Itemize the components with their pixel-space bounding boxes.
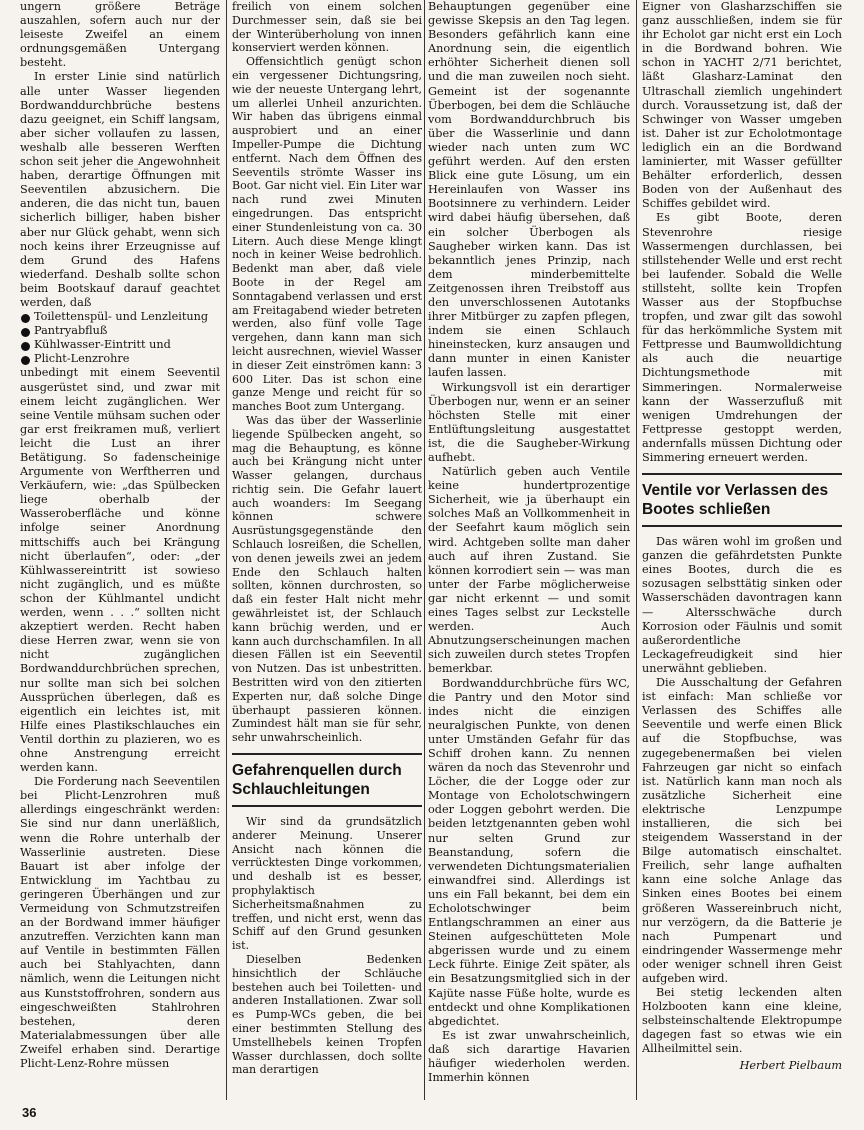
author-name: Herbert Pielbaum xyxy=(739,1058,842,1072)
paragraph: Behauptungen gegenüber eine gewisse Skepsis an den Tag legen. Besonders gefährlich kann eine Anordnung sein, die eigentlich erhöhter Sicherheit dienen soll und die man zuweilen noch sieht. Gemeint ist der sogenannte Überbogen, bei dem die Schläuche vom Bordwanddurchbruch bis über die Wasserlinie und dann wieder nach unten zum WC geführt werden. Auf den ersten Blick eine gute Lösung, um ein Hereinlaufen von Wasser ins Bootsinnere zu verhindern. Leider wird dabei häufig übersehen, daß ein solcher Überbogen als Saugheber wirken kann. Das ist bekanntlich jenes Prinzip, nach dem minderbemittelte Zeitgenossen ihren Treibstoff aus den unverschlossenen Autotanks ihrer Mitbürger zu zapfen pflegen, indem sie einen Schlauch hineinstecken, kurz ansaugen und dann munter in einen Kanister laufen lassen. xyxy=(428,0,630,380)
paragraph: Eigner von Glasharzschiffen sie ganz ausschließen, indem sie für ihr Echolot gar nicht erst ein Loch in die Bordwand bohren. Wie schon in YACHT 2/71 berichtet, läßt Glasharz-Laminat den Ultraschall ziemlich ungehindert durch. Voraussetzung ist, daß der Schwinger von Wasser umgeben ist. Daher ist zur Echolotmontage lediglich ein an die Bordwand laminierter, mit Wasser gefüllter Behälter erforderlich, dessen Boden von der Außenhaut des Schiffes gebildet wird. xyxy=(642,0,842,211)
list-item: Kühlwasser-Eintritt und xyxy=(20,338,220,352)
paragraph: In erster Linie sind natürlich alle unter Wasser liegenden Bordwanddurchbrüche bestens dazu geeignet, ein Schiff langsam, aber sicher vollaufen zu lassen, weshalb alle besseren Werften schon seit jeher die Angewohnheit haben, derartige Öffnungen mit Seeventilen abzusichern. Die anderen, die das nicht tun, bauen sicherlich billiger, haben bisher aber nur Glück gehabt, wenn sich noch keins ihrer Erzeugnisse auf dem Grund des Hafens wiederfand. Deshalb sollte schon beim Bootskauf darauf geachtet werden, daß xyxy=(20,70,220,309)
column-divider xyxy=(226,0,227,1100)
paragraph: Die Ausschaltung der Gefahren ist einfach: Man schließe vor Verlassen des Schiffes alle Seeventile und werfe einen Blick auf die Stopfbuchse, was zugegebenermaßen bei vielen Fahrzeugen gar nicht so einfach ist. Natürlich kann man noch als zusätzliche Sicherheit eine elektrische Lenzpumpe installieren, die sich bei steigendem Wasserstand in der Bilge automatisch einschaltet. Freilich, sehr lange aufhalten kann eine solche Anlage das Sinken eines Bootes bei einem größeren Wassereinbruch nicht, nur verzögern, da die Batterie je nach Pumpenart und eindringender Wassermenge mehr oder weniger schnell ihren Geist aufgeben wird. xyxy=(642,676,842,985)
paragraph: Dieselben Bedenken hinsichtlich der Schläuche bestehen auch bei Toiletten- und anderen Installationen. Zwar soll es Pump-WCs geben, die bei einer bestimmten Stellung des Umstellhebels keinen Tropfen Wasser durchlassen, doch sollte man derartigen xyxy=(232,953,422,1077)
section-heading: Gefahrenquellen durch Schlauchleitungen xyxy=(232,753,422,807)
column-1 xyxy=(20,0,220,1100)
paragraph: Offensichtlich genügt schon ein vergessener Dichtungsring, wie der neueste Untergang lehrt, um allerlei Unheil anzurichten. Wir haben das übrigens einmal ausprobiert und an einer Impeller-Pumpe die Dichtung entfernt. Nach dem Öffnen des Seeventils strömte Wasser ins Boot. Gar nicht viel. Ein Liter war nach rund zwei Minuten eingedrungen. Das entspricht einer Stundenleistung von ca. 30 Litern. Auch diese Menge klingt noch in keiner Weise bedrohlich. Bedenkt man aber, daß viele Boote in der Regel am Sonntagabend verlassen und erst am Freitagabend wieder betreten werden, also fünf volle Tage vergehen, dann kann man sich leicht ausrechnen, wieviel Wasser in dieser Zeit einströmen kann: 3 600 Liter. Das ist schon eine ganze Menge und reicht für so manches Boot zum Untergang. xyxy=(232,55,422,414)
column-4 xyxy=(642,0,842,1100)
paragraph: Es gibt Boote, deren Stevenrohre riesige Wassermengen durchlassen, bei stillstehender Welle und erst recht bei laufender. Sobald die Welle stillsteht, sollte kein Tropfen Wasser aus der Stopfbuchse tropfen, und zwar gilt das sowohl für das herkömmliche System mit Fettpresse und Baumwolldichtung als auch die neuartige Dichtungsmethode mit Simmeringen. Normalerweise kann der Wasserzufluß mit wenigen Umdrehungen der Fettpresse gestoppt werden, andernfalls müssen Dichtung oder Simmering erneuert werden. xyxy=(642,211,842,464)
column-2 xyxy=(232,0,422,1100)
paragraph: Bordwanddurchbrüche fürs WC, die Pantry und den Motor sind indes nicht die einzigen neuralgischen Punkte, von denen unter Umständen Gefahr für das Schiff drohen kann. Zu nennen wären da noch das Stevenrohr und Löcher, die der Logge oder zur Montage von Echolotschwingern oder Loggen gebohrt werden. Die beiden letztgenannten geben wohl nur selten Grund zur Beanstandung, sofern die verwendeten Dichtungsmaterialien einwandfrei sind. Allerdings ist uns ein Fall bekannt, bei dem ein Echolotschwinger beim Entlangschrammen an einer aus Steinen aufgeschütteten Mole abgerissen wurde und zu einem Leck führte. Einige Zeit später, als ein Besatzungsmitglied sich in der Kajüte nasse Füße holte, wurde es entdeckt und ohne Komplikationen abgedichtet. xyxy=(428,676,630,1028)
paragraph: Bei stetig leckenden alten Holzbooten kann eine kleine, selbsteinschaltende Elektropumpe dagegen fast so etwas wie ein Allheilmittel sein. xyxy=(642,986,842,1056)
paragraph: Wirkungsvoll ist ein derartiger Überbogen nur, wenn er an seiner höchsten Stelle mit einer Entlüftungsleitung ausgestattet ist, die die Saugheber-Wirkung aufhebt. xyxy=(428,380,630,464)
paragraph: Natürlich geben auch Ventile keine hundertprozentige Sicherheit, wie ja überhaupt ein solches Maß an Vollkommenheit in der Seefahrt kaum möglich sein wird. Achtgeben sollte man daher auch auf ihren Zustand. Sie können korrodiert sein — was man unter der Farbe möglicherweise gar nicht erkennt — und somit eines Tages selbst zur Leckstelle werden. Auch Abnutzungserscheinungen machen sich zuweilen durch stetes Tropfen bemerkbar. xyxy=(428,465,630,676)
paragraph: Es ist zwar unwahrscheinlich, daß sich darartige Havarien häufiger wiederholen werden. Immerhin können xyxy=(428,1028,630,1085)
paragraph: freilich von einem solchen Durchmesser sein, daß sie bei der Winterüberholung von innen konserviert werden können. xyxy=(232,0,422,55)
column-divider xyxy=(424,0,425,1100)
page-number: 36 xyxy=(22,1105,37,1120)
list-item: Toilettenspül- und Lenzleitung xyxy=(20,310,220,324)
paragraph: ungern größere Beträge auszahlen, sofern auch nur der leiseste Zweifel an einem ordnungsgemäßen Untergang besteht. xyxy=(20,0,220,70)
paragraph: Das wären wohl im großen und ganzen die gefährdetsten Punkte eines Bootes, durch die es sozusagen selbsttätig sinken oder Wasserschäden davontragen kann — Altersschwäche durch Korrosion oder Fäulnis und somit außerordentliche Leckagefreudigkeit sind hier unerwähnt geblieben. xyxy=(642,535,842,675)
bullet-list xyxy=(20,310,220,366)
section-heading: Ventile vor Verlassen des Bootes schließen xyxy=(642,473,842,527)
paragraph: Wir sind da grundsätzlich anderer Meinung. Unserer Ansicht nach können die verrücktesten Dinge vorkommen, und deshalb ist es besser, prophylaktisch Sicherheitsmaßnahmen zu treffen, und nicht erst, wenn das Schiff auf den Grund gesunken ist. xyxy=(232,815,422,953)
list-item: Plicht-Lenzrohre xyxy=(20,352,220,366)
paragraph: Was das über der Wasserlinie liegende Spülbecken angeht, so mag die Behauptung, es könne auch bei Krängung nicht unter Wasser gelangen, durchaus richtig sein. Die Gefahr lauert auch woanders: Im Seegang können schwere Ausrüstungsgegenstände den Schlauch losreißen, die Schellen, von denen jeweils zwei an jedem Ende den Schlauch halten sollten, können durchrosten, so daß ein fester Halt nicht mehr gewährleistet ist, der Schlauch kann brüchig werden, und er kann auch durchschamfilen. In all diesen Fällen ist ein Seeventil von Nutzen. Das ist unbestritten. Bestritten wird von den zitierten Experten nur, daß solche Dinge überhaupt passieren können. Zumindest hält man sie für sehr, sehr unwahrscheinlich. xyxy=(232,413,422,745)
column-divider xyxy=(636,0,637,1100)
column-3 xyxy=(428,0,630,1100)
list-item: Pantryabfluß xyxy=(20,324,220,338)
paragraph: Die Forderung nach Seeventilen bei Plicht-Lenzrohren muß allerdings eingeschränkt werden: Sie sind nur dann unerläßlich, wenn die Rohre unterhalb der Wasserlinie austreten. Diese Bauart ist aber infolge der Entwicklung im Yachtbau zu geringeren Überhängen und zur Vermeidung von Schmutzstreifen an der Bordwand immer häufiger anzutreffen. Verzichten kann man auf Ventile in bestimmten Fällen auch bei Stahlyachten, dann nämlich, wenn die Leitungen nicht aus Kunststoffrohren, sondern aus eingeschweißten Stahlrohren bestehen, deren Materialabmessungen über alle Zweifel erhaben sind. Derartige Plicht-Lenz-Rohre müssen xyxy=(20,775,220,1071)
paragraph: unbedingt mit einem Seeventil ausgerüstet sind, und zwar mit einem leicht zugänglichen. Wer seine Ventile mühsam suchen oder gar erst freikramen muß, verliert leicht die Lust an ihrer Betätigung. So fadenscheinige Argumente von Werftherren und Verkäufern, wie: „das Spülbecken liege oberhalb der Wasseroberfläche und könne infolge seiner Anordnung mittschiffs auch bei Krängung nicht überlaufen“, oder: „der Kühlwassereintritt ist sowieso nicht zugänglich, und es müßte schon der Kühlmantel undicht werden, wenn . . .“ sollten nicht akzeptiert werden. Recht haben diese Herren zwar, wenn sie von nicht zugänglichen Bordwanddurchbrüchen sprechen, nur sollte man sich bei solchen Aussprüchen überlegen, daß es eigentlich ein leichtes ist, mit Hilfe eines Plastikschlauches ein Ventil dorthin zu plazieren, wo es ohne Anstrengung erreicht werden kann. xyxy=(20,366,220,775)
